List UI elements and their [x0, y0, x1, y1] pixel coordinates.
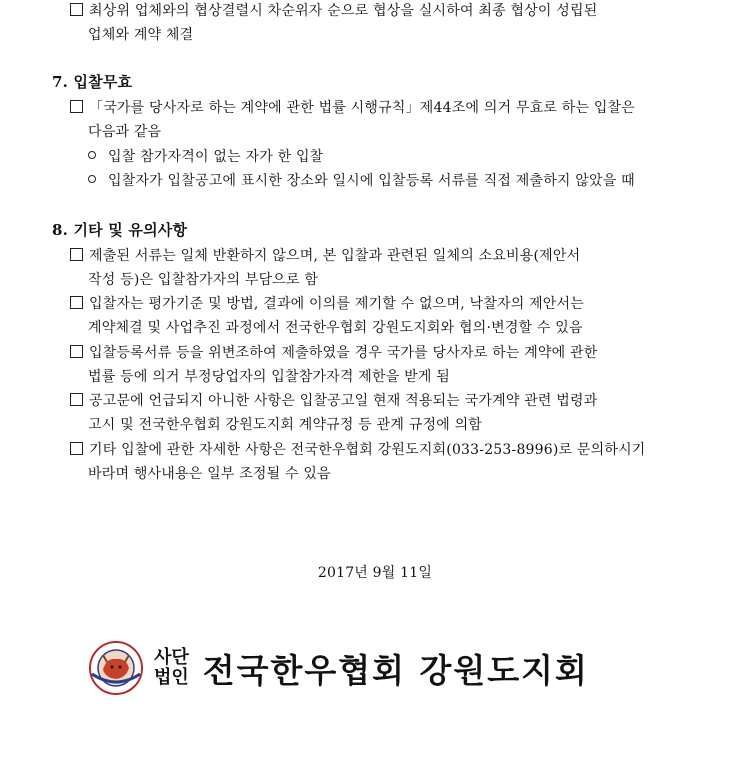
organization-name: 전국한우협회 강원도지회 [202, 650, 589, 690]
sec8-title: 8. 기타 및 유의사항 [52, 221, 188, 239]
checkbox-icon [70, 393, 83, 406]
sec7-item-line2: 다음과 같음 [88, 124, 162, 140]
checkbox-icon [70, 100, 83, 113]
checkbox-icon [70, 248, 83, 261]
sec6-item [70, 2, 597, 20]
checkbox-icon [70, 296, 83, 309]
corp-label-bottom: 법인 [154, 667, 189, 688]
checkbox-icon [70, 345, 83, 358]
sec8-item-line2: 바라며 행사내용은 일부 조정될 수 있음 [88, 466, 331, 482]
sec8-item-line2: 고시 및 전국한우협회 강원도지회 계약규정 등 관계 규정에 의함 [88, 417, 483, 433]
sec7-sub2-text: 입찰자가 입찰공고에 표시한 장소와 일시에 입찰등록 서류를 직접 제출하지 않았을 때 [108, 173, 635, 189]
sec7-title: 7. 입찰무효 [52, 73, 133, 91]
issuer-block [88, 640, 589, 696]
sec8-item-line2: 계약체결 및 사업추진 과정에서 전국한우협회 강원도지회와 협의·변경할 수 있음 [88, 320, 583, 336]
document-date: 2017년 9월 11일 [317, 565, 433, 581]
sec8-item [70, 392, 597, 410]
sec7-sub2 [88, 172, 635, 190]
sec8-item-line1: 입찰등록서류 등을 위변조하여 제출하였을 경우 국가를 당사자로 하는 계약에 관한 [89, 345, 598, 361]
sec7-item-line1: 「국가를 당사자로 하는 계약에 관한 법률 시행규칙」제44조에 의거 무효로 하는 입찰은 [89, 100, 636, 116]
sec8-item-line1: 입찰자는 평가기준 및 방법, 결과에 이의를 제기할 수 없으며, 낙찰자의 제안서는 [89, 296, 584, 312]
sec7-sub1 [88, 148, 323, 166]
sec6-item-line1: 최상위 업체와의 협상결렬시 차순위자 순으로 협상을 실시하여 최종 협상이 성립된 [89, 3, 598, 19]
corp-label-top: 사단 [154, 647, 189, 668]
bullet-circle-icon [88, 175, 96, 183]
checkbox-icon [70, 442, 83, 455]
association-seal-icon [88, 640, 144, 696]
sec8-item [70, 295, 584, 313]
sec8-item-line1: 제출된 서류는 일체 반환하지 않으며, 본 입찰과 관련된 일체의 소요비용(제안서 [89, 248, 581, 264]
sec8-item-line2: 작성 등)은 입찰참가자의 부담으로 함 [88, 272, 319, 288]
checkbox-icon [70, 3, 83, 16]
sec8-item [70, 344, 597, 362]
bullet-circle-icon [88, 151, 96, 159]
sec8-item-line2: 법률 등에 의거 부정당업자의 입찰참가자격 제한을 받게 됨 [88, 369, 450, 385]
sec7-sub1-text: 입찰 참가자격이 없는 자가 한 입찰 [108, 149, 324, 165]
corporation-label [154, 648, 189, 688]
sec6-item-line2: 업체와 계약 체결 [88, 27, 194, 43]
sec8-item [70, 441, 646, 459]
sec8-item [70, 247, 580, 265]
sec7-item [70, 99, 635, 117]
sec8-item-line1: 기타 입찰에 관한 자세한 사항은 전국한우협회 강원도지회(033-253-8996)로 문의하시기 [89, 442, 646, 458]
sec8-item-line1: 공고문에 언급되지 아니한 사항은 입찰공고일 현재 적용되는 국가계약 관련 법령과 [89, 393, 598, 409]
